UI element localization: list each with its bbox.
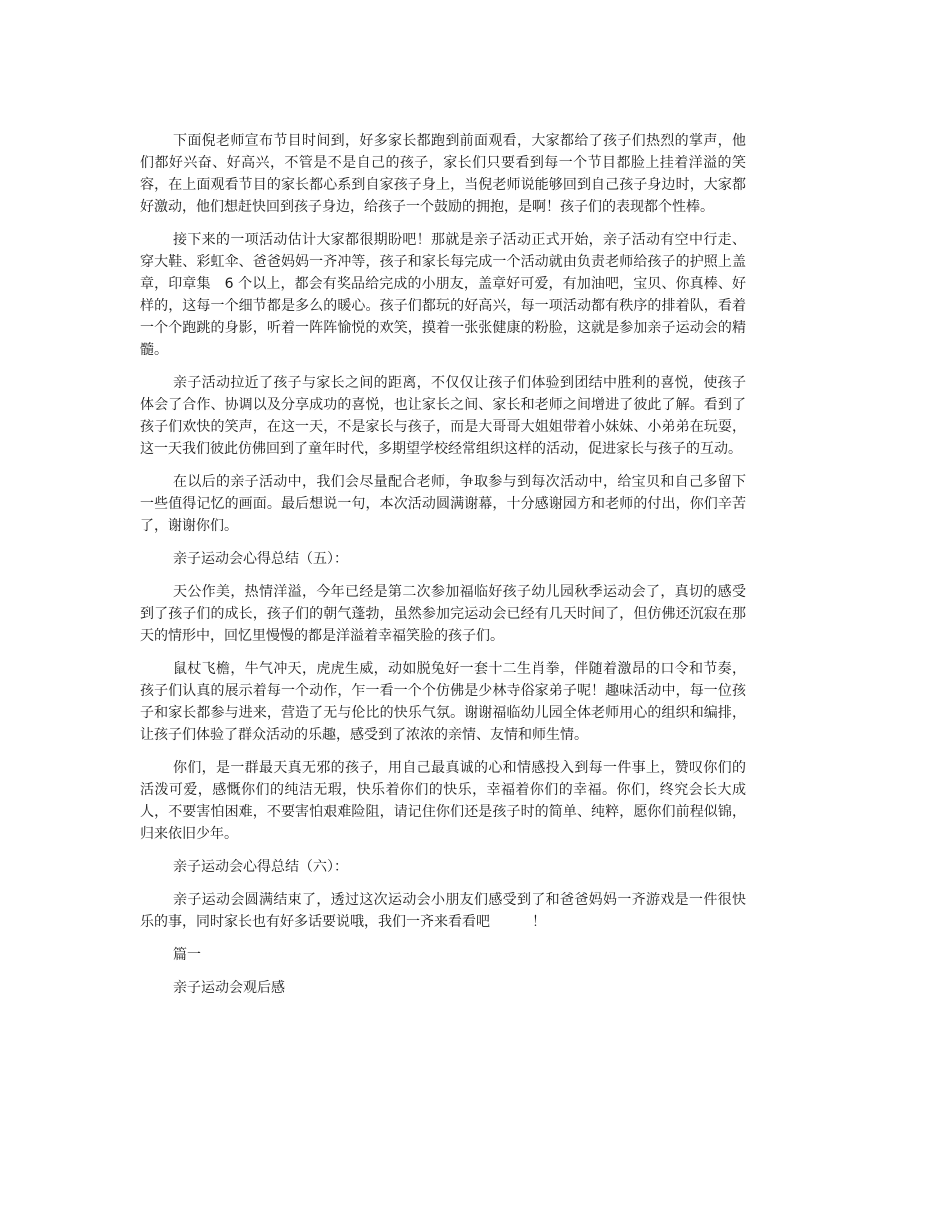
- paragraph: 鼠杖飞檐，牛气冲天，虎虎生威，动如脱兔好一套十二生肖拳，伴随着激昂的口令和节奏，孩子们认真的展示着每一个动作，乍一看一个个仿佛是少林寺俗家弟子呢！趣味活动中，每一位孩子和家长都参与进来，营造了无与伦比的快乐气氛。谢谢福临幼儿园全体老师用心的组织和编排，让孩子们体验了群众活动的乐趣，感受到了浓浓的亲情、友情和师生情。: [140, 661, 746, 743]
- paragraph: 接下来的一项活动估计大家都很期盼吧！那就是亲子活动正式开始，亲子活动有空中行走、穿大鞋、彩虹伞、爸爸妈妈一齐冲等，孩子和家长每完成一个活动就由负责老师给孩子的护照上盖章，印章集 6 个以上，都会有奖品给完成的小朋友，盖章好可爱，有加油吧，宝贝、你真棒、好样的，这每一个细节都是多么的暖心。孩子们都玩的好高兴，每一项活动都有秩序的排着队，看着一个个跑跳的身影，听着一阵阵愉悦的欢笑，摸着一张张健康的粉脸，这就是参加亲子运动会的精髓。: [140, 232, 746, 358]
- paragraph: 亲子运动会圆满结束了，透过这次运动会小朋友们感受到了和爸爸妈妈一齐游戏是一件很快乐的事，同时家长也有好多话要说哦，我们一齐来看看吧 ！: [140, 892, 746, 930]
- paragraph: 下面倪老师宣布节目时间到，好多家长都跑到前面观看，大家都给了孩子们热烈的掌声，他们都好兴奋、好高兴，不管是不是自己的孩子，家长们只要看到每一个节目都脸上挂着洋溢的笑容，在上面观看节目的家长都心系到自家孩子身上，当倪老师说能够回到自己孩子身边时，大家都好激动，他们想赶快回到孩子身边，给孩子一个鼓励的拥抱，是啊！孩子们的表现都个性棒。: [140, 133, 746, 215]
- section-heading: 亲子运动会心得总结（五）：: [173, 551, 348, 567]
- paragraph: 亲子活动拉近了孩子与家长之间的距离，不仅仅让孩子们体验到团结中胜利的喜悦，使孩子体会了合作、协调以及分享成功的喜悦，也让家长之间、家长和老师之间增进了彼此了解。看到了孩子们欢快的笑声，在这一天，不是家长与孩子，而是大哥哥大姐姐带着小妹妹、小弟弟在玩耍，这一天我们彼此仿佛回到了童年时代，多期望学校经常组织这样的活动，促进家长与孩子的互动。: [140, 375, 746, 457]
- section-heading: 篇一: [173, 947, 201, 963]
- document-page: [140, 130, 746, 1010]
- paragraph: 天公作美，热情洋溢，今年已经是第二次参加福临好孩子幼儿园秋季运动会了，真切的感受到了孩子们的成长，孩子们的朝气蓬勃，虽然参加完运动会已经有几天时间了，但仿佛还沉寂在那天的情形中，回忆里慢慢的都是洋溢着幸福笑脸的孩子们。: [140, 584, 746, 644]
- paragraph: 在以后的亲子活动中，我们会尽量配合老师，争取参与到每次活动中，给宝贝和自己多留下一些值得记忆的画面。最后想说一句，本次活动圆满谢幕，十分感谢园方和老师的付出，你们辛苦了，谢谢你们。: [140, 474, 746, 534]
- section-heading: 亲子运动会观后感: [173, 980, 285, 996]
- section-heading: 亲子运动会心得总结（六）：: [173, 859, 348, 875]
- paragraph: 你们，是一群最天真无邪的孩子，用自己最真诚的心和情感投入到每一件事上，赞叹你们的活泼可爱，感慨你们的纯洁无瑕，快乐着你们的快乐，幸福着你们的幸福。你们，终究会长大成人，不要害怕困难，不要害怕艰难险阻，请记住你们还是孩子时的简单、纯粹，愿你们前程似锦，归来依旧少年。: [140, 760, 746, 842]
